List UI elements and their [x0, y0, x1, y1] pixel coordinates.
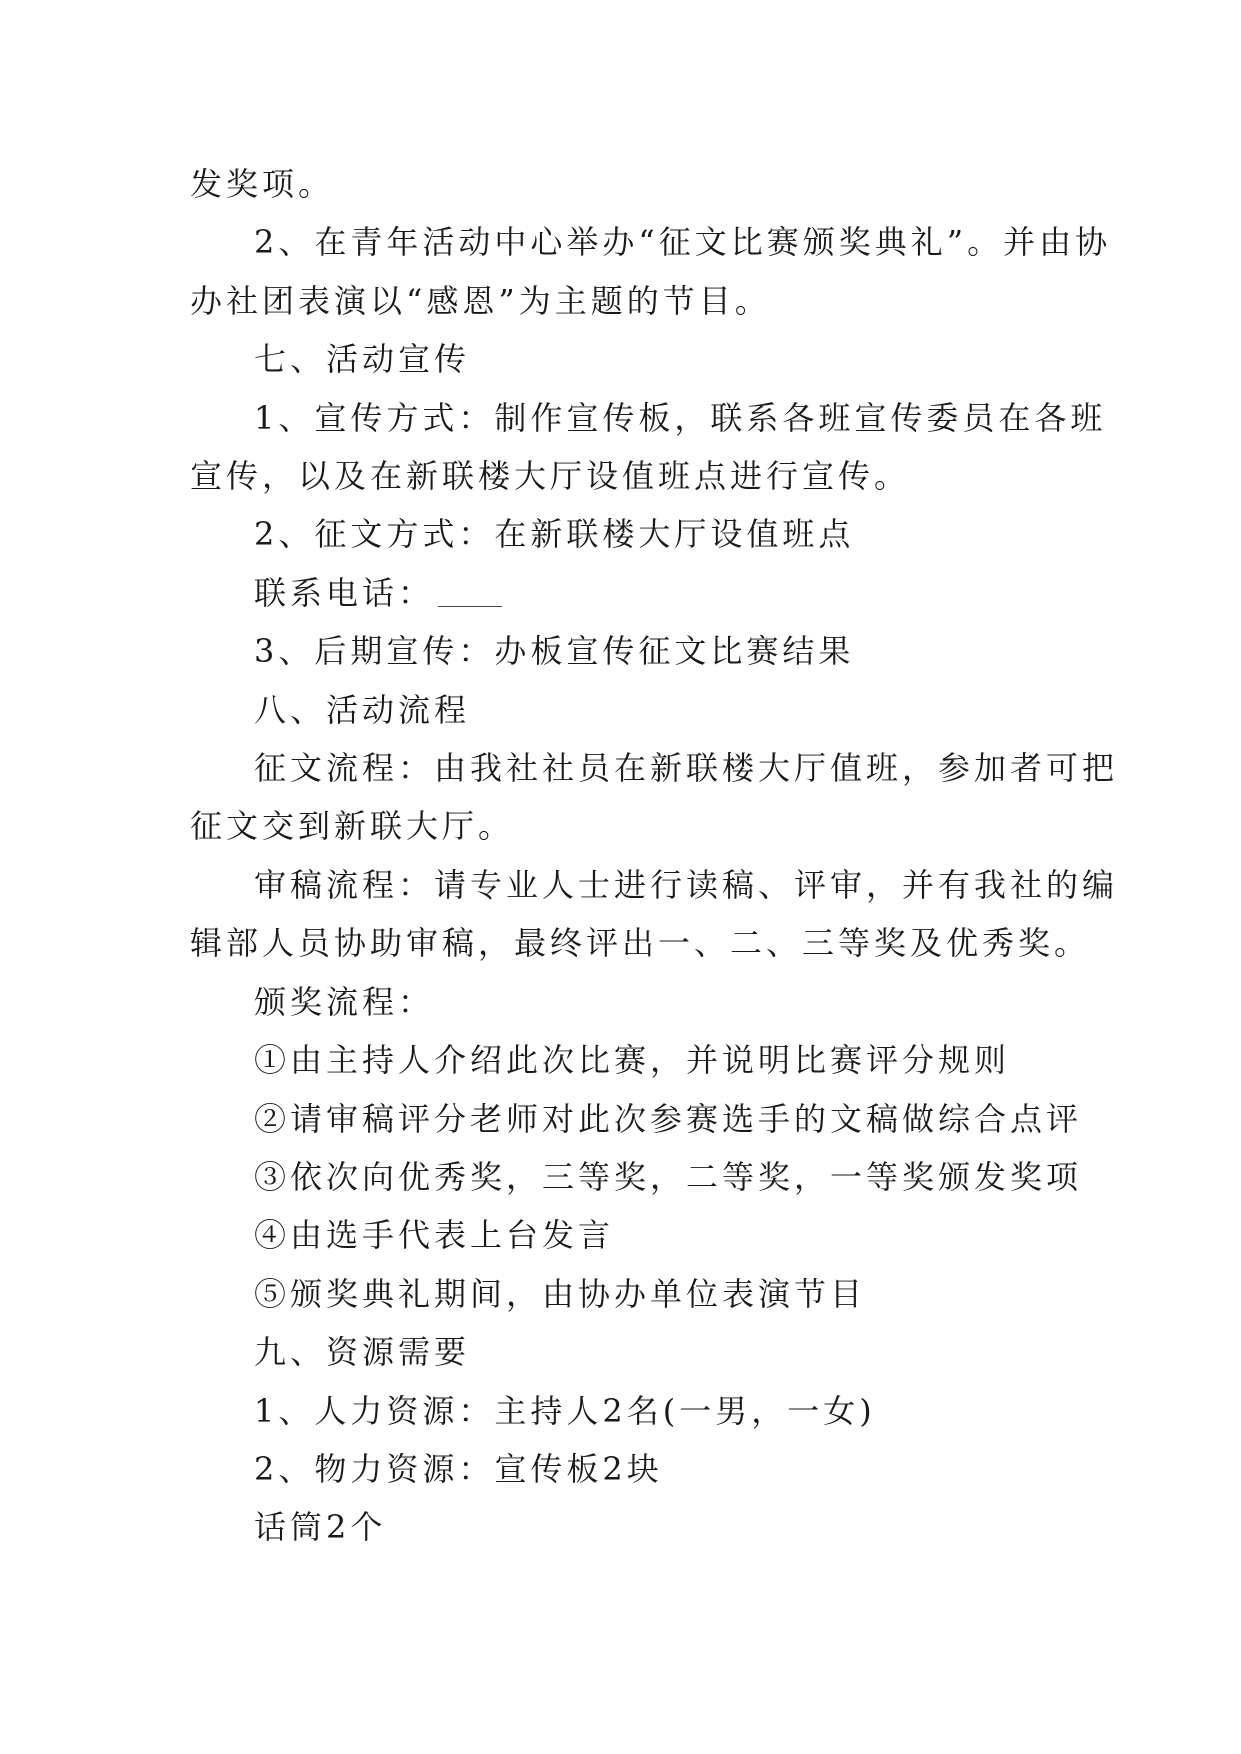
document-page: [190, 155, 1119, 1557]
paragraph-line: 发奖项。: [190, 165, 335, 203]
paragraph-line: 3、后期宣传：办板宣传征文比赛结果: [254, 632, 855, 671]
paragraph-line: 2、征文方式：在新联楼大厅设值班点: [254, 515, 855, 554]
paragraph-line: 2、物力资源：宣传板2块: [254, 1449, 663, 1488]
list-item: ⑤颁奖典礼期间，由协办单位表演节目: [254, 1274, 867, 1313]
contact-label: 联系电话：: [254, 573, 435, 612]
paragraph-line: 2、在青年活动中心举办“征文比赛颁奖典礼”。并由协: [254, 223, 1112, 262]
paragraph-line: 征文交到新联大厅。: [190, 807, 515, 846]
contact-line: [190, 564, 1050, 622]
phone-blank: [438, 584, 502, 607]
paragraph-line: 颁奖流程：: [254, 982, 435, 1021]
paragraph-line: 1、宣传方式：制作宣传板，联系各班宣传委员在各班: [254, 398, 1107, 437]
list-item: ③依次向优秀奖，三等奖，二等奖，一等奖颁发奖项: [254, 1157, 1083, 1196]
paragraph-line: 办社团表演以“感恩”为主题的节目。: [190, 281, 771, 320]
list-item: ①由主持人介绍此次比赛，并说明比赛评分规则: [254, 1041, 1011, 1080]
list-item: ④由选手代表上台发言: [254, 1216, 615, 1255]
paragraph-line: 宣传，以及在新联楼大厅设值班点进行宣传。: [190, 457, 911, 496]
paragraph-line: 征文流程：由我社社员在新联楼大厅值班，参加者可把: [254, 749, 1119, 788]
paragraph-line: 审稿流程：请专业人士进行读稿、评审，并有我社的编: [254, 865, 1119, 904]
paragraph-line: 话筒2个: [254, 1508, 387, 1547]
section-heading: 九、资源需要: [254, 1333, 471, 1372]
paragraph-line: 1、人力资源：主持人2名(一男，一女): [254, 1391, 876, 1430]
list-item: ②请审稿评分老师对此次参赛选手的文稿做综合点评: [254, 1099, 1083, 1138]
section-heading: 八、活动流程: [254, 690, 471, 729]
section-heading: 七、活动宣传: [254, 340, 471, 379]
paragraph-line: 辑部人员协助审稿，最终评出一、二、三等奖及优秀奖。: [190, 924, 1091, 963]
